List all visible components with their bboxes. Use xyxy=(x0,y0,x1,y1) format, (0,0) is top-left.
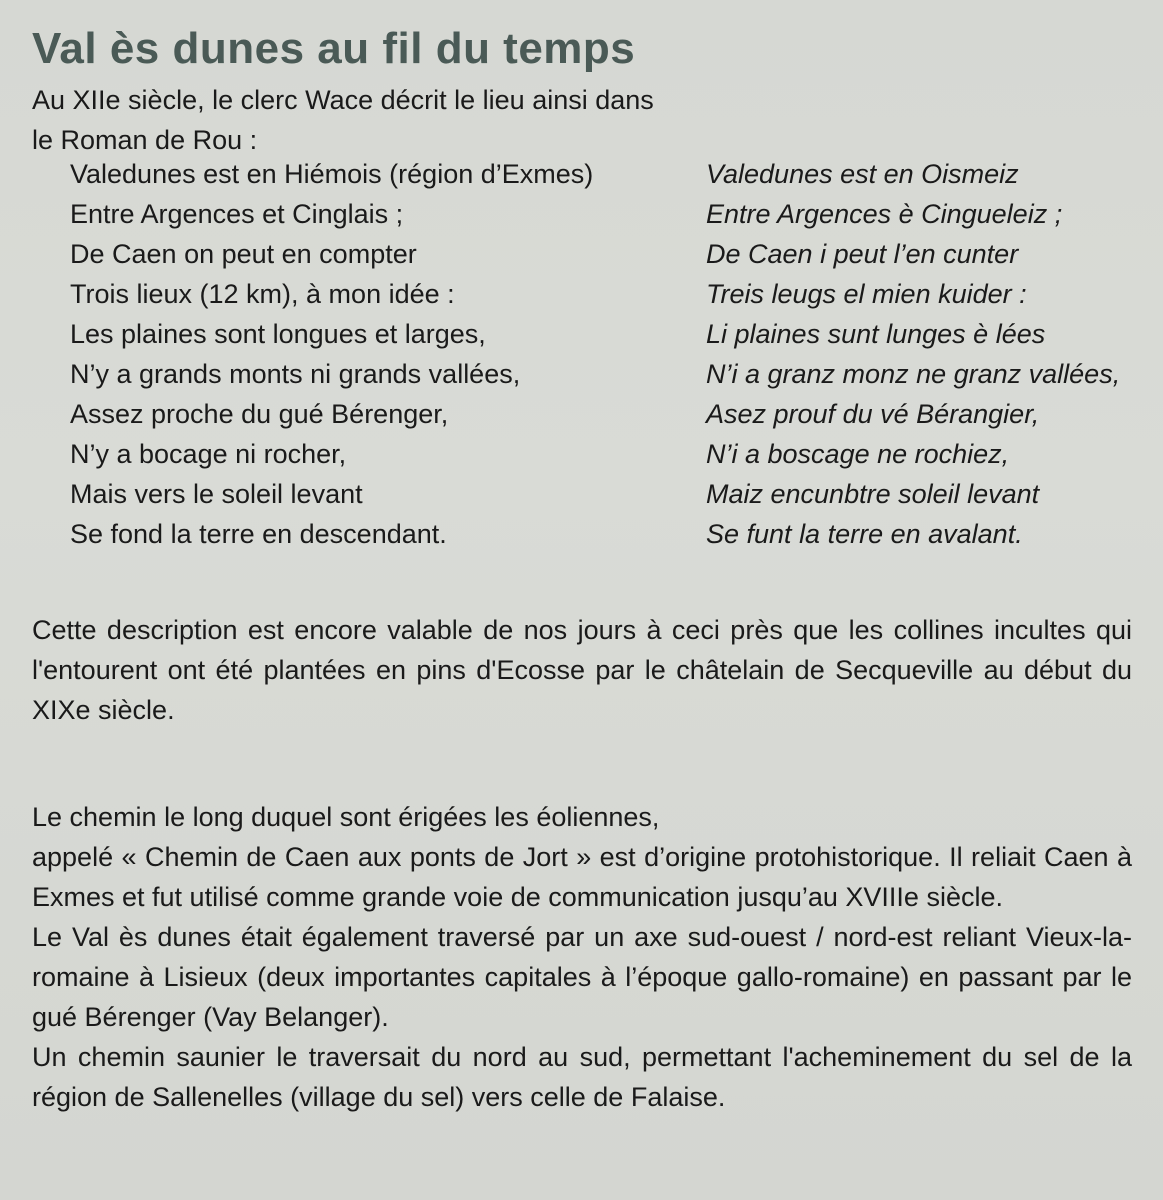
history-line: Le chemin le long duquel sont érigées les éoliennes, xyxy=(32,802,660,832)
poem-line: Valedunes est en Oismeiz xyxy=(706,159,1019,189)
poem-line: N’i a boscage ne rochiez, xyxy=(706,439,1010,469)
poem-line: N’y a bocage ni rocher, xyxy=(70,439,347,469)
poem-line: Se fond la terre en descendant. xyxy=(70,519,447,549)
poem-modern-french xyxy=(70,154,593,554)
poem-line: Asez prouf du vé Bérangier, xyxy=(706,399,1040,429)
poem-line: Treis leugs el mien kuider : xyxy=(706,279,1027,309)
poem-line: Mais vers le soleil levant xyxy=(70,479,363,509)
history-line: appelé « Chemin de Caen aux ponts de Jort » est d’origine protohistorique. Il reliait Caen à Exmes et fut utilisé comme grande voie de communication jusqu’au XVIIIe siècle. xyxy=(32,842,1132,912)
poem-line: Assez proche du gué Bérenger, xyxy=(70,399,449,429)
poem-line: Trois lieux (12 km), à mon idée : xyxy=(70,279,455,309)
poem-line: Maiz encunbtre soleil levant xyxy=(706,479,1040,509)
poem-line: De Caen on peut en compter xyxy=(70,239,417,269)
description-paragraph: Cette description est encore valable de nos jours à ceci près que les collines incultes qui l'entourent ont été plantées en pins d'Ecosse par le châtelain de Secqueville au début du XIXe siècle. xyxy=(32,615,1132,725)
poem-line: N’i a granz monz ne granz vallées, xyxy=(706,359,1121,389)
intro-text xyxy=(32,80,792,160)
poem-line: Valedunes est en Hiémois (région d’Exmes) xyxy=(70,159,594,189)
intro-line: Au XIIe siècle, le clerc Wace décrit le lieu ainsi dans xyxy=(32,85,654,115)
history-paragraph xyxy=(32,797,1132,1117)
intro-line: le Roman de Rou : xyxy=(32,125,258,155)
poem-line: Les plaines sont longues et larges, xyxy=(70,319,486,349)
poem-line: Entre Argences è Cingueleiz ; xyxy=(706,199,1063,229)
poem-old-norman xyxy=(706,154,1120,554)
poem-line: N’y a grands monts ni grands vallées, xyxy=(70,359,521,389)
poem-line: Li plaines sunt lunges è lées xyxy=(706,319,1046,349)
poem-line: De Caen i peut l’en cunter xyxy=(706,239,1019,269)
poem-line: Entre Argences et Cinglais ; xyxy=(70,199,404,229)
history-line: Un chemin saunier le traversait du nord au sud, permettant l'acheminement du sel de la région de Sallenelles (village du sel) vers celle de Falaise. xyxy=(32,1042,1132,1112)
page-title: Val ès dunes au fil du temps xyxy=(32,24,636,73)
history-line: Le Val ès dunes était également traversé par un axe sud-ouest / nord-est reliant Vieux-la-romaine à Lisieux (deux importantes capitales à l’époque gallo-romaine) en passant par le gué Bérenger (Vay Belanger). xyxy=(32,922,1132,1032)
poem-line: Se funt la terre en avalant. xyxy=(706,519,1023,549)
